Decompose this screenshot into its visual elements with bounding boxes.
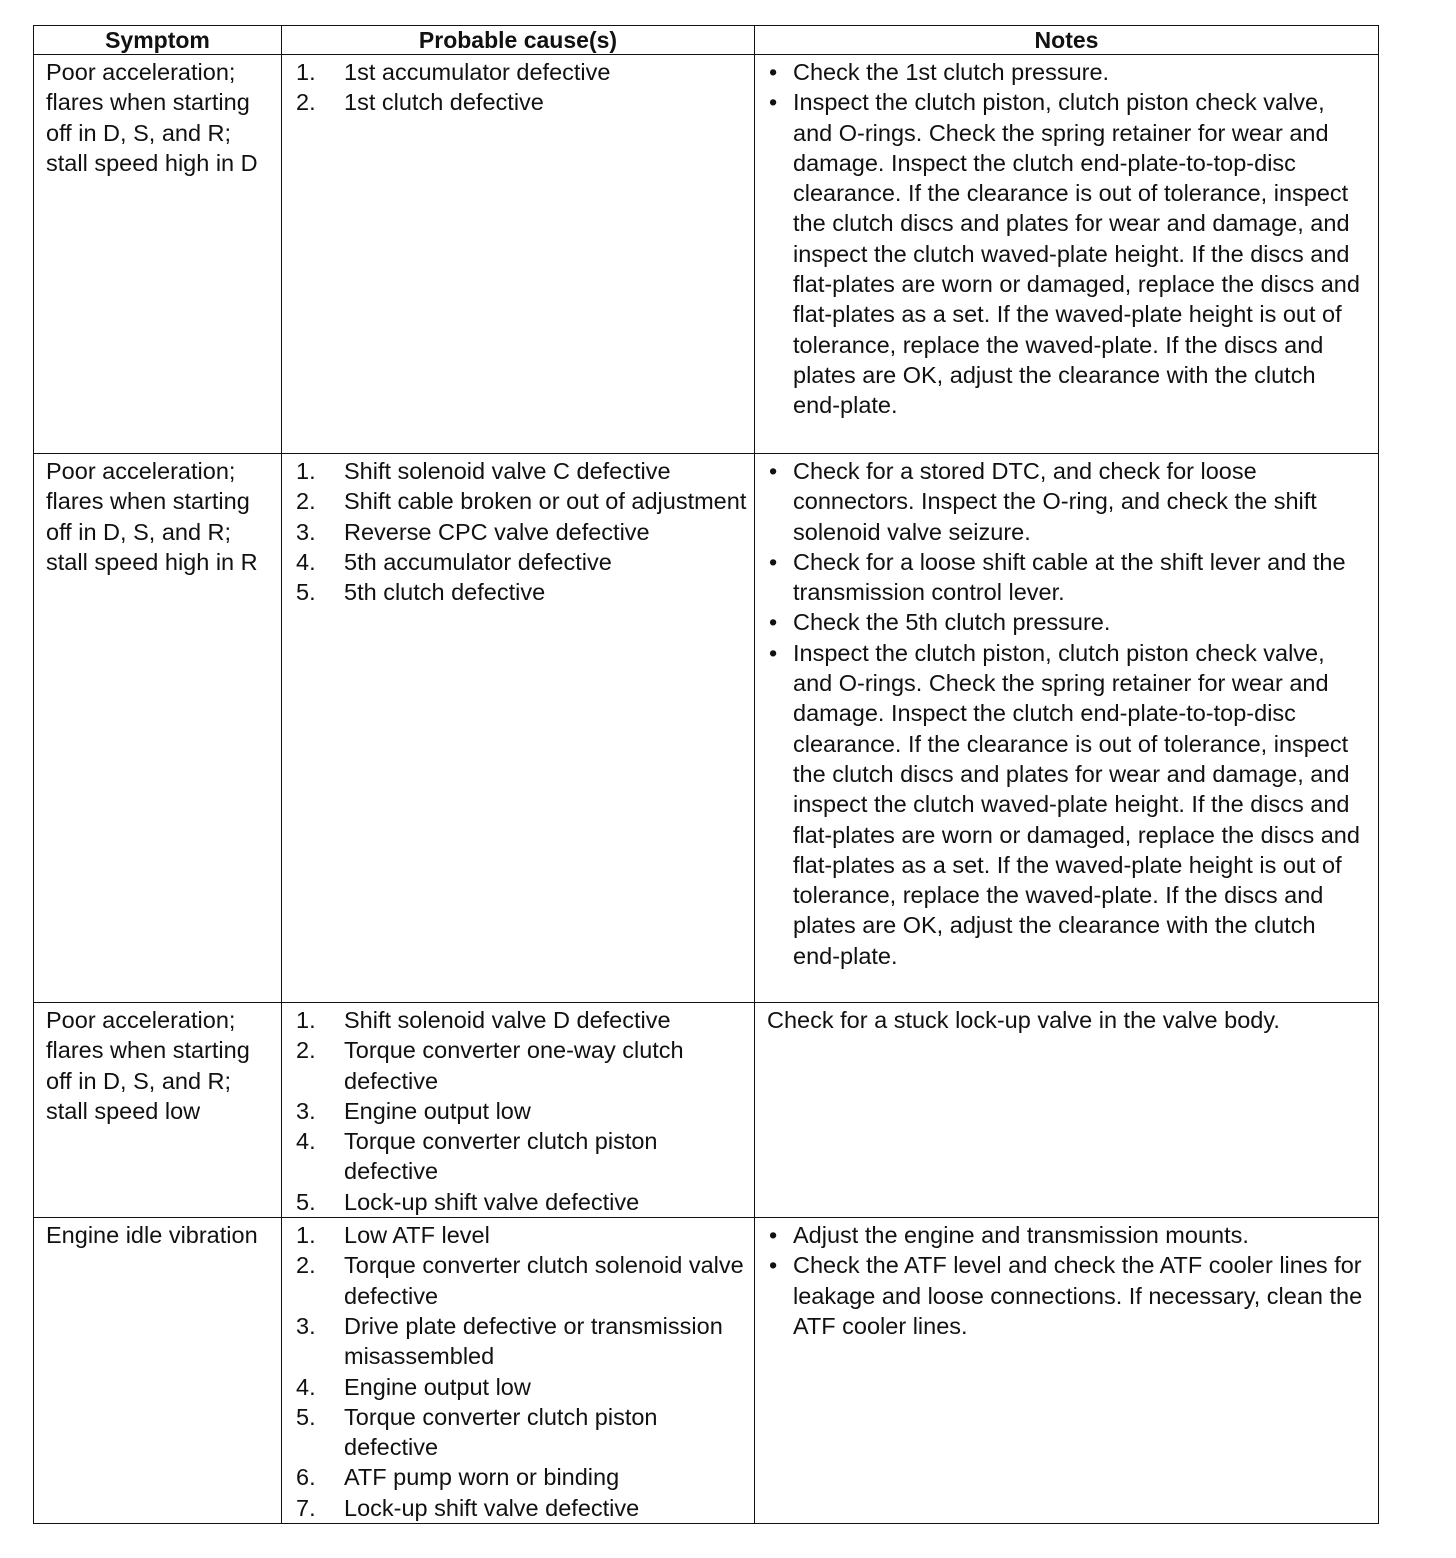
cause-text: ATF pump worn or binding [344,1464,620,1491]
cause-item [296,1035,748,1096]
note-text: Inspect the clutch piston, clutch piston check valve, and O-rings. Check the spring retainer for wear and damage. Inspect the clutch end-plate-to-top-disc clearance. If the clearance is out of tolerance, inspect the clutch discs and plates for wear and damage, and inspect the clutch waved-plate height. If the discs and flat-plates are worn or damaged, replace the discs and flat-plates as a set. If the waved-plate height is out of tolerance, replace the waved-plate. If the discs and plates are OK, adjust the clearance with the clutch end-plate. [793,89,1360,419]
table-row [34,1218,1379,1524]
cause-list [282,1005,754,1217]
notes-list [755,456,1378,971]
notes-cell [755,55,1379,454]
cause-text: Engine output low [344,1373,531,1400]
cause-cell [282,1218,755,1524]
note-text: Check for a stored DTC, and check for loose connectors. Inspect the O-ring, and check the shift solenoid valve seizure. [793,458,1317,545]
header-symptom: Symptom [34,26,282,55]
cause-text: Lock-up shift valve defective [344,1188,640,1215]
bullet-icon: • [769,89,778,116]
bullet-icon: • [769,639,778,666]
bullet-icon: • [769,458,778,484]
note-text: Inspect the clutch piston, clutch piston check valve, and O-rings. Check the spring retainer for wear and damage. Inspect the clutch end-plate-to-top-disc clearance. If the clearance is out of tolerance, inspect the clutch discs and plates for wear and damage, and inspect the clutch waved-plate height. If the discs and flat-plates are worn or damaged, replace the discs and flat-plates as a set. If the waved-plate height is out of tolerance, replace the waved-plate. If the discs and plates are OK, adjust the clearance with the clutch end-plate. [793,639,1360,969]
symptom-cell: Poor acceleration; flares when starting off in D, S, and R; stall speed high in D [34,55,282,454]
cause-text: 1st accumulator defective [344,59,611,85]
cause-text: Torque converter one-way clutch defective [344,1037,684,1094]
cause-text: Shift solenoid valve C defective [344,458,671,484]
cause-number: 5. [296,1403,316,1430]
table-row [34,55,1379,454]
cause-text: Low ATF level [344,1222,490,1249]
table-row [34,454,1379,1003]
header-row [34,26,1379,55]
cause-number: 4. [296,548,316,575]
cause-text: 5th clutch defective [344,579,546,606]
note-item [769,1220,1368,1250]
cause-item [296,1250,748,1311]
cause-text: Torque converter clutch piston defective [344,1403,658,1461]
symptom-cell: Poor acceleration; flares when starting off in D, S, and R; stall speed low [34,1003,282,1218]
note-text: Check the 5th clutch pressure. [793,609,1111,636]
cause-number: 5. [296,579,316,606]
note-text: Check the ATF level and check the ATF cooler lines for leakage and loose connections. If necessary, clean the ATF cooler lines. [793,1252,1363,1339]
cause-item [296,1493,748,1523]
notes-cell [755,1218,1379,1524]
table-row [34,1003,1379,1218]
cause-item [296,1220,748,1250]
note-item [769,638,1368,971]
bullet-icon: • [769,1222,778,1249]
cause-number: 1. [296,59,316,85]
cause-list [282,57,754,118]
cause-item [296,57,748,87]
bullet-icon: • [769,548,778,575]
cause-text: Reverse CPC valve defective [344,518,650,545]
cause-list [282,456,754,607]
notes-cell [755,454,1379,1003]
cause-number: 4. [296,1373,316,1400]
cause-number: 5. [296,1188,316,1215]
cause-text: Shift solenoid valve D defective [344,1007,671,1033]
cause-text: Lock-up shift valve defective [344,1494,640,1521]
bullet-icon: • [769,1252,778,1279]
cause-text: Engine output low [344,1097,531,1124]
cause-cell [282,55,755,454]
cause-item [296,1402,748,1463]
cause-item [296,517,748,547]
cause-number: 1. [296,1007,316,1033]
cause-text: Drive plate defective or transmission misassembled [344,1312,723,1370]
notes-list [755,57,1378,421]
cause-cell [282,1003,755,1218]
cause-item [296,1187,748,1217]
note-item [769,607,1368,637]
cause-item [296,486,748,516]
cause-text: 5th accumulator defective [344,548,612,575]
bullet-icon: • [769,59,778,85]
cause-text: Shift cable broken or out of adjustment [344,488,747,515]
note-item [769,1250,1368,1341]
cause-text: Torque converter clutch solenoid valve defective [344,1252,744,1309]
cause-item [296,1096,748,1126]
cause-item [296,1126,748,1187]
cause-number: 2. [296,89,316,116]
note-text: Adjust the engine and transmission mounts. [793,1222,1249,1249]
cause-number: 1. [296,458,316,484]
cause-item [296,1311,748,1372]
cause-text: Torque converter clutch piston defective [344,1128,658,1185]
troubleshooting-table [33,25,1379,1524]
notes-cell [755,1003,1379,1218]
cause-number: 4. [296,1128,316,1155]
note-item [769,456,1368,547]
header-notes: Notes [755,26,1379,55]
cause-text: 1st clutch defective [344,89,544,116]
cause-number: 3. [296,1097,316,1124]
note-text: Check the 1st clutch pressure. [793,59,1110,85]
note-item [769,57,1368,87]
symptom-cell: Poor acceleration; flares when starting off in D, S, and R; stall speed high in R [34,454,282,1003]
note-item [769,547,1368,608]
cause-number: 3. [296,518,316,545]
cause-item [296,87,748,117]
cause-number: 3. [296,1312,316,1339]
cause-cell [282,454,755,1003]
cause-item [296,456,748,486]
cause-number: 7. [296,1494,316,1521]
cause-item [296,1005,748,1035]
cause-number: 1. [296,1222,316,1249]
cause-number: 2. [296,1252,316,1279]
cause-number: 2. [296,1037,316,1064]
cause-number: 2. [296,488,316,515]
note-item [769,87,1368,420]
cause-item [296,1462,748,1492]
notes-list [755,1220,1378,1341]
cause-item [296,577,748,607]
symptom-cell: Engine idle vibration [34,1218,282,1524]
header-probable-cause: Probable cause(s) [282,26,755,55]
note-text: Check for a stuck lock-up valve in the valve body. [767,1007,1280,1033]
cause-number: 6. [296,1464,316,1491]
cause-list [282,1220,754,1523]
note-text: Check for a loose shift cable at the shift lever and the transmission control lever. [793,548,1346,606]
cause-item [296,1372,748,1402]
bullet-icon: • [769,609,778,636]
cause-item [296,547,748,577]
